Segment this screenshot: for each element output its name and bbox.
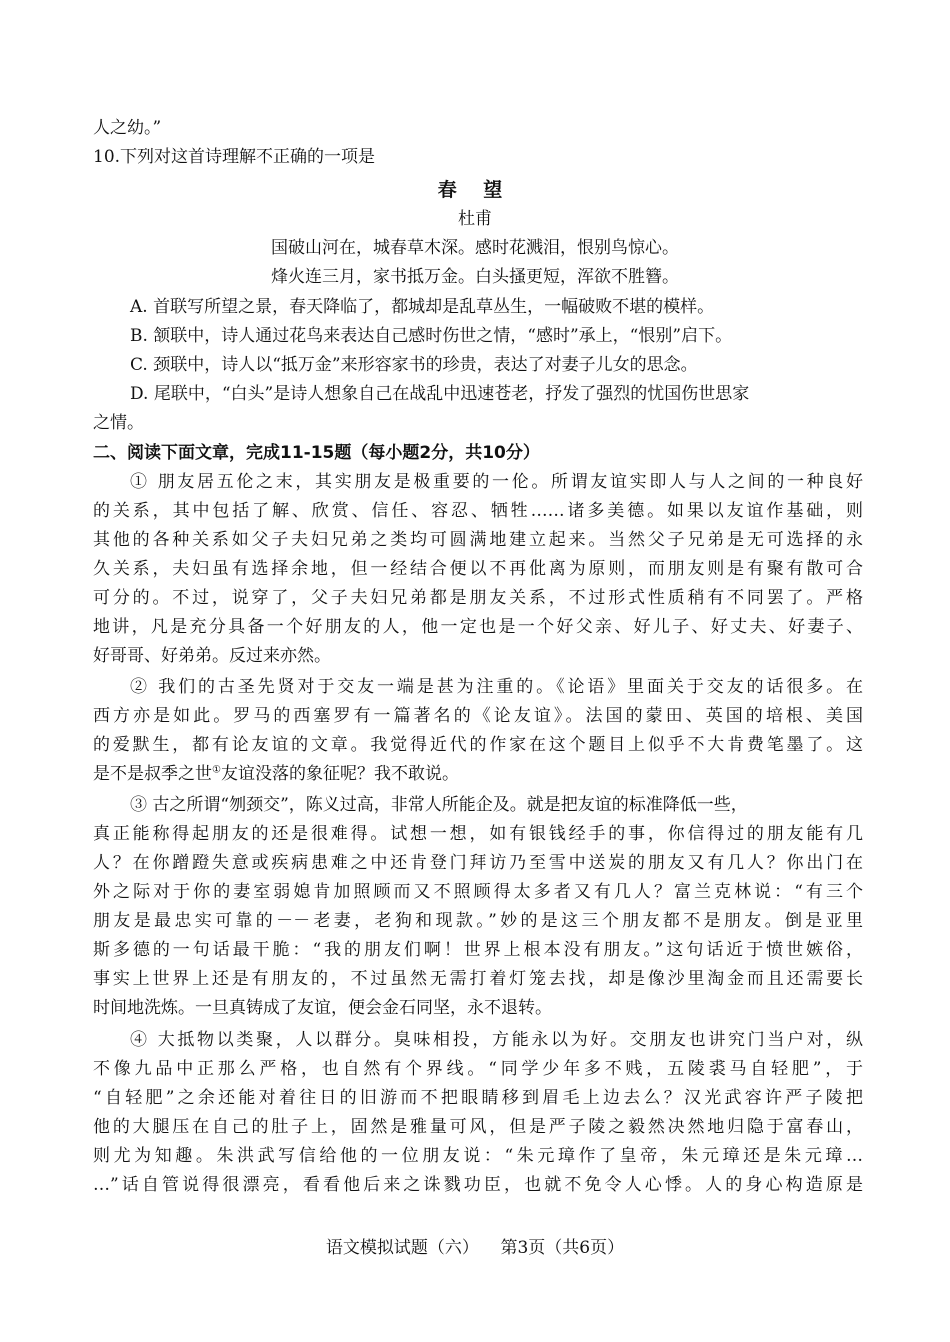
continued-text: 人之幼。” <box>93 118 162 138</box>
option-a: A. 首联写所望之景，春天降临了，都城却是乱草丛生，一幅破败不堪的模样。 <box>130 297 715 317</box>
paragraph-3-line: 人？在你蹭蹬失意或疾病患难之中还肯登门拜访乃至雪中送炭的朋友又有几人？你出门在 <box>93 853 863 873</box>
section-2-heading: 二、阅读下面文章，完成11-15题（每小题2分，共10分） <box>93 443 540 463</box>
paragraph-2-line <box>93 761 863 787</box>
option-d-continued: 之情。 <box>93 413 144 433</box>
paragraph-3-line: 朋友是最忠实可靠的－－老妻，老狗和现款。”妙的是这三个朋友都不是朋友。倒是亚里 <box>93 911 863 931</box>
paragraph-4-line: …”话自管说得很漂亮，看看他后来之诛戮功臣，也就不免令人心悸。人的身心构造原是 <box>93 1175 863 1195</box>
option-c: C. 颈联中，诗人以“抵万金”来形容家书的珍贵，表达了对妻子儿女的思念。 <box>130 355 698 375</box>
poem-author: 杜甫 <box>458 209 492 229</box>
paragraph-2-line: ② 我们的古圣先贤对于交友一端是甚为注重的。《论语》里面关于交友的话很多。在 <box>130 677 863 697</box>
paragraph-3-line: 斯多德的一句话最干脆：“我的朋友们啊！世界上根本没有朋友。”这句话近于愤世嫉俗， <box>93 940 863 960</box>
paragraph-1-line: ① 朋友居五伦之末，其实朋友是极重要的一伦。所谓友谊实即人与人之间的一种良好 <box>130 472 863 492</box>
paragraph-1-line: 久关系，夫妇虽有选择余地，但一经结合便以不再仳离为原则，而朋友则是有聚有散可合 <box>93 559 863 579</box>
poem-line-2: 烽火连三月，家书抵万金。白头搔更短，浑欲不胜簪。 <box>271 267 679 287</box>
option-b: B. 颔联中，诗人通过花鸟来表达自己感时伤世之情，“感时”承上，“恨别”启下。 <box>130 326 733 346</box>
poem-line-1: 国破山河在，城春草木深。感时花溅泪，恨别鸟惊心。 <box>271 238 679 258</box>
option-d: D. 尾联中，“白头”是诗人想象自己在战乱中迅速苍老，抒发了强烈的忧国伤世思家 <box>130 384 750 404</box>
paragraph-3-line: 时间地洗炼。一旦真铸成了友谊，便会金石同坚，永不退转。 <box>93 998 552 1018</box>
poem-title: 春 望 <box>437 179 513 201</box>
paragraph-2-line: 西方亦是如此。罗马的西塞罗有一篇著名的《论友谊》。法国的蒙田、英国的培根、美国 <box>93 706 863 726</box>
paragraph-2-text: 是不是叔季之世 <box>93 764 212 784</box>
paragraph-1-line: 地讲，凡是充分具备一个好朋友的人，他一定也是一个好父亲、好儿子、好丈夫、好妻子、 <box>93 617 863 637</box>
paragraph-3-line: 事实上世界上还是有朋友的，不过虽然无需打着灯笼去找，却是像沙里淘金而且还需要长 <box>93 969 863 989</box>
question-10: 10.下列对这首诗理解不正确的一项是 <box>93 147 376 167</box>
paragraph-2-text: 友谊没落的象征呢？我不敢说。 <box>220 764 459 784</box>
paragraph-4-line: 不像九品中正那么严格，也自然有个界线。“同学少年多不贱，五陵裘马自轻肥”，于 <box>93 1059 863 1079</box>
paragraph-2-line: 的爱默生，都有论友谊的文章。我觉得近代的作家在这个题目上似乎不大肯费笔墨了。这 <box>93 735 863 755</box>
paragraph-4-line: “自轻肥”之余还能对着往日的旧游而不把眼睛移到眉毛上边去么？汉光武容许严子陵把 <box>93 1088 863 1108</box>
paragraph-4-line: 则尤为知趣。朱洪武写信给他的一位朋友说：“朱元璋作了皇帝，朱元璋还是朱元璋… <box>93 1146 863 1166</box>
paragraph-1-line: 可分的。不过，说穿了，父子夫妇兄弟都是朋友关系，不过形式性质稍有不同罢了。严格 <box>93 588 863 608</box>
paragraph-3-line: ③ 古之所谓“刎颈交”，陈义过高，非常人所能企及。就是把友谊的标准降低一些， <box>130 795 748 815</box>
paragraph-4-line: 他的大腿压在自己的肚子上，固然是雅量可风，但是严子陵之毅然决然地归隐于富春山， <box>93 1117 863 1137</box>
paragraph-1-line: 好哥哥、好弟弟。反过来亦然。 <box>93 646 331 666</box>
page-footer: 语文模拟试题（六） 第3页（共6页） <box>325 1238 625 1258</box>
paragraph-4-line: ④ 大抵物以类聚，人以群分。臭味相投，方能永以为好。交朋友也讲究门当户对，纵 <box>130 1030 863 1050</box>
paragraph-3-line: 真正能称得起朋友的还是很难得。试想一想，如有银钱经手的事，你信得过的朋友能有几 <box>93 824 863 844</box>
paragraph-1-line: 的关系，其中包括了解、欣赏、信任、容忍、牺牲……诸多美德。如果以友谊作基础，则 <box>93 501 863 521</box>
footnote-marker: ① <box>212 764 221 776</box>
paragraph-1-line: 其他的各种关系如父子夫妇兄弟之类均可圆满地建立起来。当然父子兄弟是无可选择的永 <box>93 530 863 550</box>
paragraph-3-line: 外之际对于你的妻室弱媳肯加照顾而又不照顾得太多者又有几人？富兰克林说：“有三个 <box>93 882 863 902</box>
